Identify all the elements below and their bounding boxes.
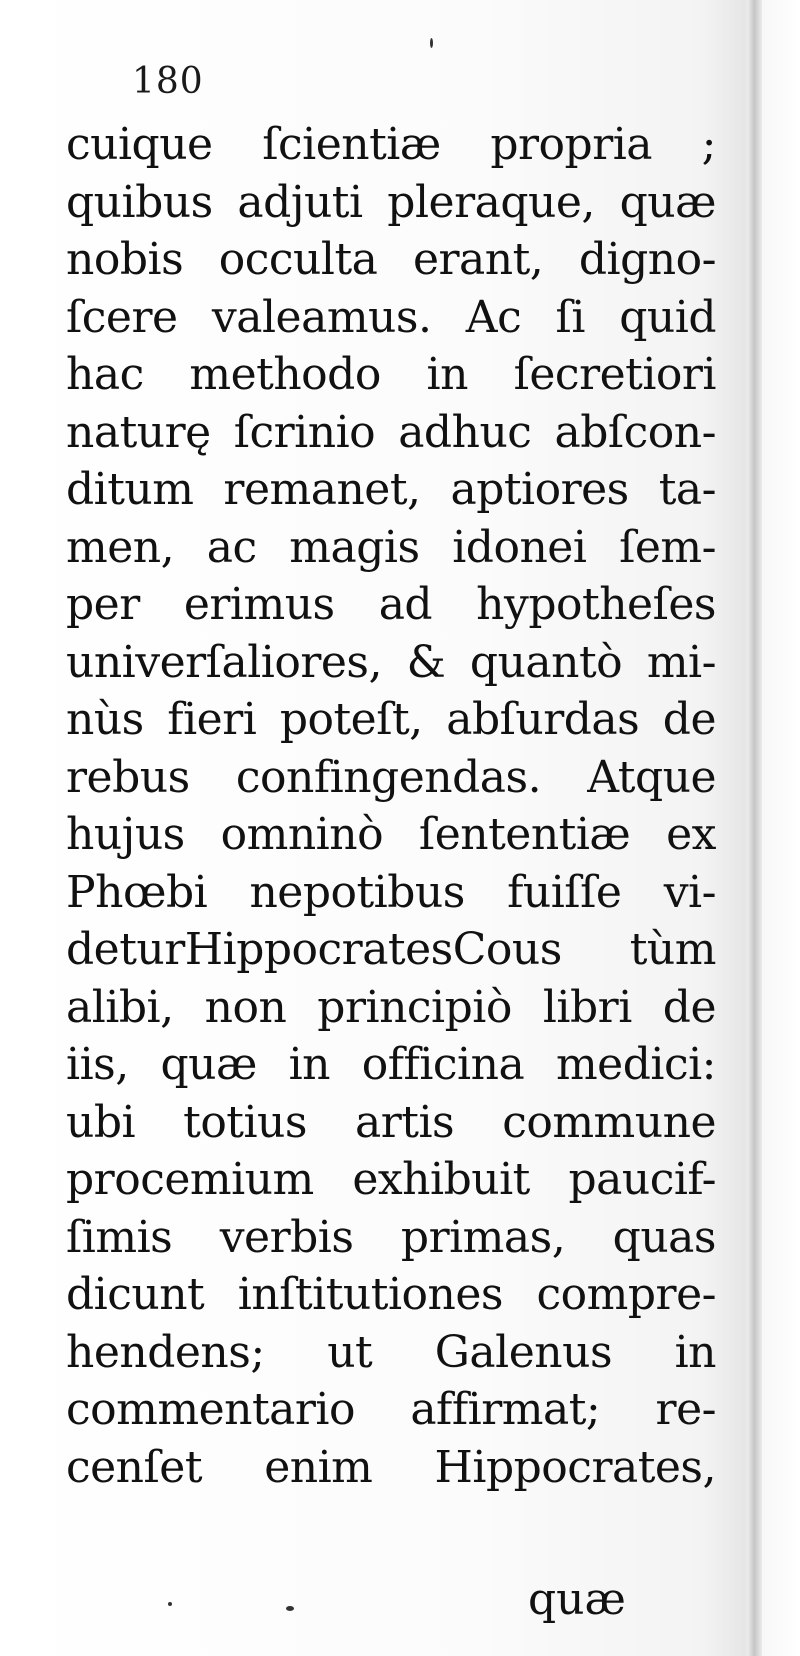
text-line: alibi, non principiò libri de (66, 981, 716, 1033)
ink-speck (286, 1606, 294, 1611)
text-line: dicunt inſtitutiones compre- (66, 1269, 716, 1320)
text-line: ubi totius artis commune (66, 1096, 716, 1148)
text-line: cuique ſcientiæ propria ; (66, 119, 716, 170)
ink-speck (168, 1602, 172, 1606)
text-line: hendens; ut Galenus in (66, 1326, 716, 1378)
page-number: 180 (132, 61, 204, 102)
text-line: iis, quæ in officina medici: (66, 1039, 716, 1090)
text-line: hac methodo in ſecretiori (66, 349, 716, 400)
text-line: hujus omninò ſententiæ ex (66, 809, 716, 860)
text-line: univerſaliores, & quantò mi- (66, 636, 716, 688)
text-line: quibus adjuti pleraque, quæ (66, 176, 716, 228)
text-line: men, ac magis idonei ſem- (66, 521, 716, 573)
text-line: cenſet enim Hippocrates, (66, 1441, 716, 1493)
catchword: quæ (528, 1574, 626, 1625)
text-line: per erimus ad hypotheſes (66, 579, 716, 630)
text-line: naturę ſcrinio adhuc abſcon- (66, 406, 716, 458)
text-line: nobis occulta erant, digno- (66, 234, 716, 285)
text-line: ſcere valeamus. Ac ſi quid (66, 291, 716, 343)
text-line: procemium exhibuit paucif- (66, 1154, 716, 1205)
page-fold-shadow (748, 0, 762, 1656)
text-line: rebus confingendas. Atque (66, 751, 716, 803)
text-line: Phœbi nepotibus fuiſſe vi- (66, 866, 716, 918)
text-line: commentario affirmat; re- (66, 1384, 716, 1435)
text-line: deturHippocratesCous tùm (66, 924, 716, 975)
text-line: ditum remanet, aptiores ta- (66, 464, 716, 515)
text-line: ſimis verbis primas, quas (66, 1211, 716, 1263)
body-text (66, 116, 716, 1496)
text-line: nùs fieri poteſt, abſurdas de (66, 694, 716, 745)
ink-speck (430, 38, 433, 48)
